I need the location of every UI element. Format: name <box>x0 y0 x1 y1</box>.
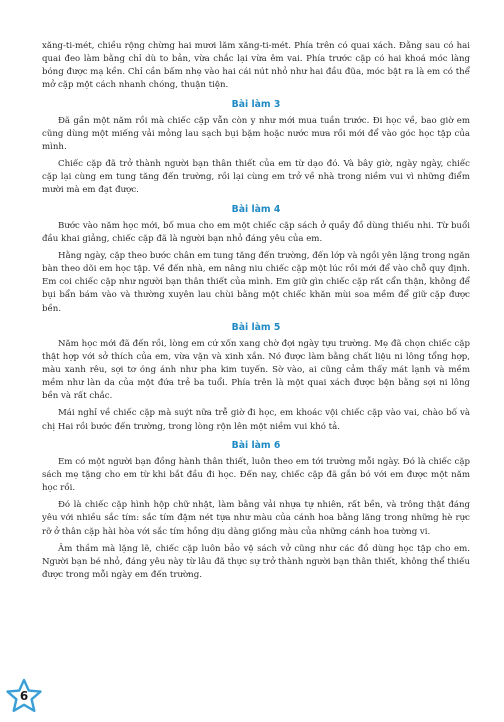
page-body <box>42 40 470 582</box>
page-number: 6 <box>19 689 29 703</box>
section-6-paragraph-3: Âm thầm mà lặng lẽ, chiếc cặp luôn bảo vệ sách vở cũng như các đồ dùng học tập cho em. Người bạn bé nhỏ, đáng yêu này từ lâu đã thực sự trở thành người bạn thân thiết, không thể thiếu được trong mỗi ngày em đến trường. <box>42 543 470 580</box>
intro-paragraph: xăng-ti-mét, chiều rộng chừng hai mươi lăm xăng-ti-mét. Phía trên có quai xách. Đằng sau có hai quai đeo làm bằng chỉ dù to bản, vừa chắc lại vừa êm vai. Phía trước cặp có hai khoá móc làng bóng được mạ kền. Chỉ cần bấm nhẹ vào hai cái nút nhỏ như hai đầu đũa, móc bật ra là em có thể mở cặp một cách nhanh chóng, thuận tiện. <box>42 41 470 91</box>
section-5-paragraph-2: Mái nghỉ về chiếc cặp mà suýt nữa trễ giờ đi học, em khoác vội chiếc cặp vào vai, chào bố và chị Hai rồi bước đến trường, trong lòng rộn lên một niềm vui khó tả. <box>42 408 470 432</box>
section-6-paragraph-2: Đó là chiếc cặp hình hộp chữ nhật, làm bằng vải nhựa tự nhiên, rất bền, và trông thật đáng yêu với nhiều sắc tím: sắc tím đậm nét tựa như màu của cánh hoa bằng lăng trong những hè rực rỡ ở thân cặp hài hòa với sắc tím hồng dịu dàng giống màu của những cánh hoa tường vi. <box>42 500 470 537</box>
section-title-bai-lam-3: Bài làm 3 <box>231 98 281 110</box>
section-title-bai-lam-4: Bài làm 4 <box>231 203 281 215</box>
section-4-paragraph-1: Bước vào năm học mới, bố mua cho em một chiếc cặp sách ở quầy đồ dùng thiếu nhi. Từ buổi đầu khai giảng, chiếc cặp đã là người bạn nhỏ đáng yêu của em. <box>42 220 470 244</box>
section-title-bai-lam-5: Bài làm 5 <box>231 321 281 333</box>
section-3-paragraph-1: Đã gần một năm rồi mà chiếc cặp vẫn còn y như mới mua tuần trước. Đi học về, bao giờ em cũng dùng một miếng vải mỏng lau sạch bụi bặm hoặc nước mưa rồi mới để vào góc học tập của mình. <box>42 115 470 152</box>
page-number-badge <box>5 678 43 714</box>
section-3-paragraph-2: Chiếc cặp đã trở thành người bạn thân thiết của em từ dạo đó. Và bây giờ, ngày ngày, chiếc cặp lại cùng em tung tăng đến trường, rồi lại cùng em trở về nhà trong niềm vui vì những điểm mười mà em đạt được. <box>42 159 470 196</box>
section-4-paragraph-2: Hằng ngày, cặp theo bước chân em tung tăng đến trường, đến lớp và ngồi yên lặng trong ngăn bàn theo dõi em học tập. Về đến nhà, em nâng niu chiếc cặp một lúc rồi mới để vào chỗ quy định. Em coi chiếc cặp như người bạn thân thiết của mình. Em giữ gìn chiếc cặp rất cẩn thận, không để bụi bẩn bám vào và thường xuyên lau chùi bằng một chiếc khăn mùi soa mềm để giữ cặp được bền. <box>42 250 470 314</box>
section-6-paragraph-1: Em có một người bạn đồng hành thân thiết, luôn theo em tới trường mỗi ngày. Đó là chiếc cặp sách mẹ tặng cho em từ khi bắt đầu đi học. Đến nay, chiếc cặp đã gắn bó với em được một năm học rồi. <box>42 456 470 494</box>
section-title-bai-lam-6: Bài làm 6 <box>231 439 281 451</box>
section-5-paragraph-1: Năm học mới đã đến rồi, lòng em cứ xốn xang chờ đợi ngày tựu trường. Mẹ đã chọn chiếc cặp thật hợp với sở thích của em, vừa vặn và xinh xắn. Nó được làm bằng chất liệu ni lông tổng hợp, màu xanh rêu, sợi tơ óng ánh như pha kim tuyến. Sờ vào, ai cũng cảm thấy mát lạnh và mềm mềm như làn da của một đứa trẻ ba tuổi. Phía trên là một quai xách được bện bằng sợi ni lông bền và rất chắc. <box>42 338 470 402</box>
